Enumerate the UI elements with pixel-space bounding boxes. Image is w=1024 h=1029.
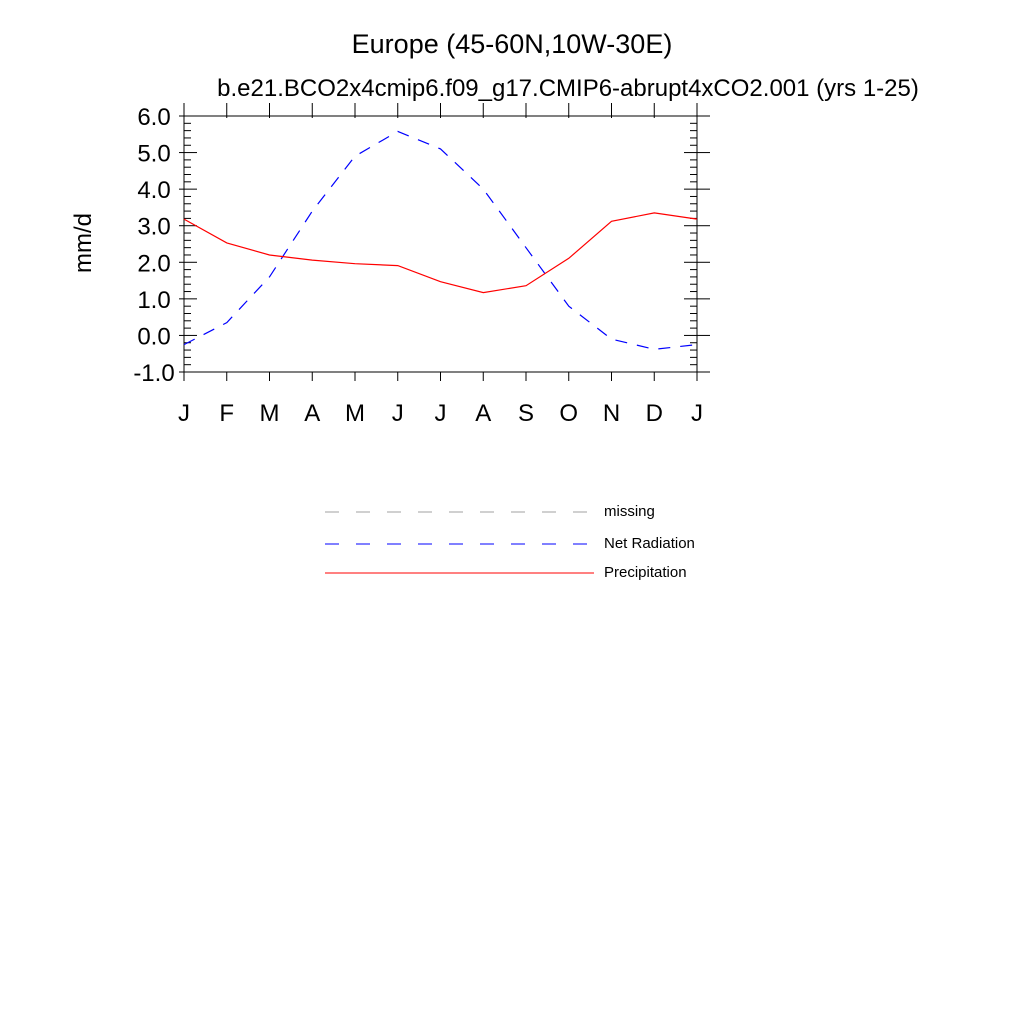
y-tick-label: 6.0	[137, 104, 170, 131]
x-tick-label: J	[691, 400, 703, 427]
legend	[325, 503, 695, 581]
x-tick-label: O	[559, 400, 578, 427]
axis-ticks	[133, 103, 710, 427]
series-layer	[184, 131, 697, 349]
chart-subtitle: b.e21.BCO2x4cmip6.f09_g17.CMIP6-abrupt4xCO2.001 (yrs 1-25)	[217, 75, 919, 102]
plot-frame	[184, 116, 697, 372]
legend-label: Precipitation	[604, 564, 687, 581]
x-tick-label: A	[475, 400, 491, 427]
y-tick-label: 1.0	[137, 287, 170, 314]
x-tick-label: J	[435, 400, 447, 427]
x-tick-label: N	[603, 400, 620, 427]
legend-label: Net Radiation	[604, 535, 695, 552]
x-tick-label: F	[219, 400, 234, 427]
y-tick-label: 4.0	[137, 177, 170, 204]
x-tick-label: J	[392, 400, 404, 427]
series-line-net-radiation	[184, 131, 697, 349]
x-tick-label: D	[646, 400, 663, 427]
x-tick-label: S	[518, 400, 534, 427]
y-tick-label: 0.0	[137, 323, 170, 350]
y-axis-label: mm/d	[70, 213, 97, 273]
series-line-precipitation	[184, 213, 697, 293]
y-tick-label: -1.0	[133, 360, 174, 387]
y-tick-label: 5.0	[137, 141, 170, 168]
y-tick-label: 2.0	[137, 250, 170, 277]
y-tick-label: 3.0	[137, 214, 170, 241]
chart-title: Europe (45-60N,10W-30E)	[352, 29, 673, 59]
x-tick-label: J	[178, 400, 190, 427]
legend-label: missing	[604, 503, 655, 520]
x-tick-label: A	[304, 400, 320, 427]
x-tick-label: M	[345, 400, 365, 427]
x-tick-label: M	[260, 400, 280, 427]
